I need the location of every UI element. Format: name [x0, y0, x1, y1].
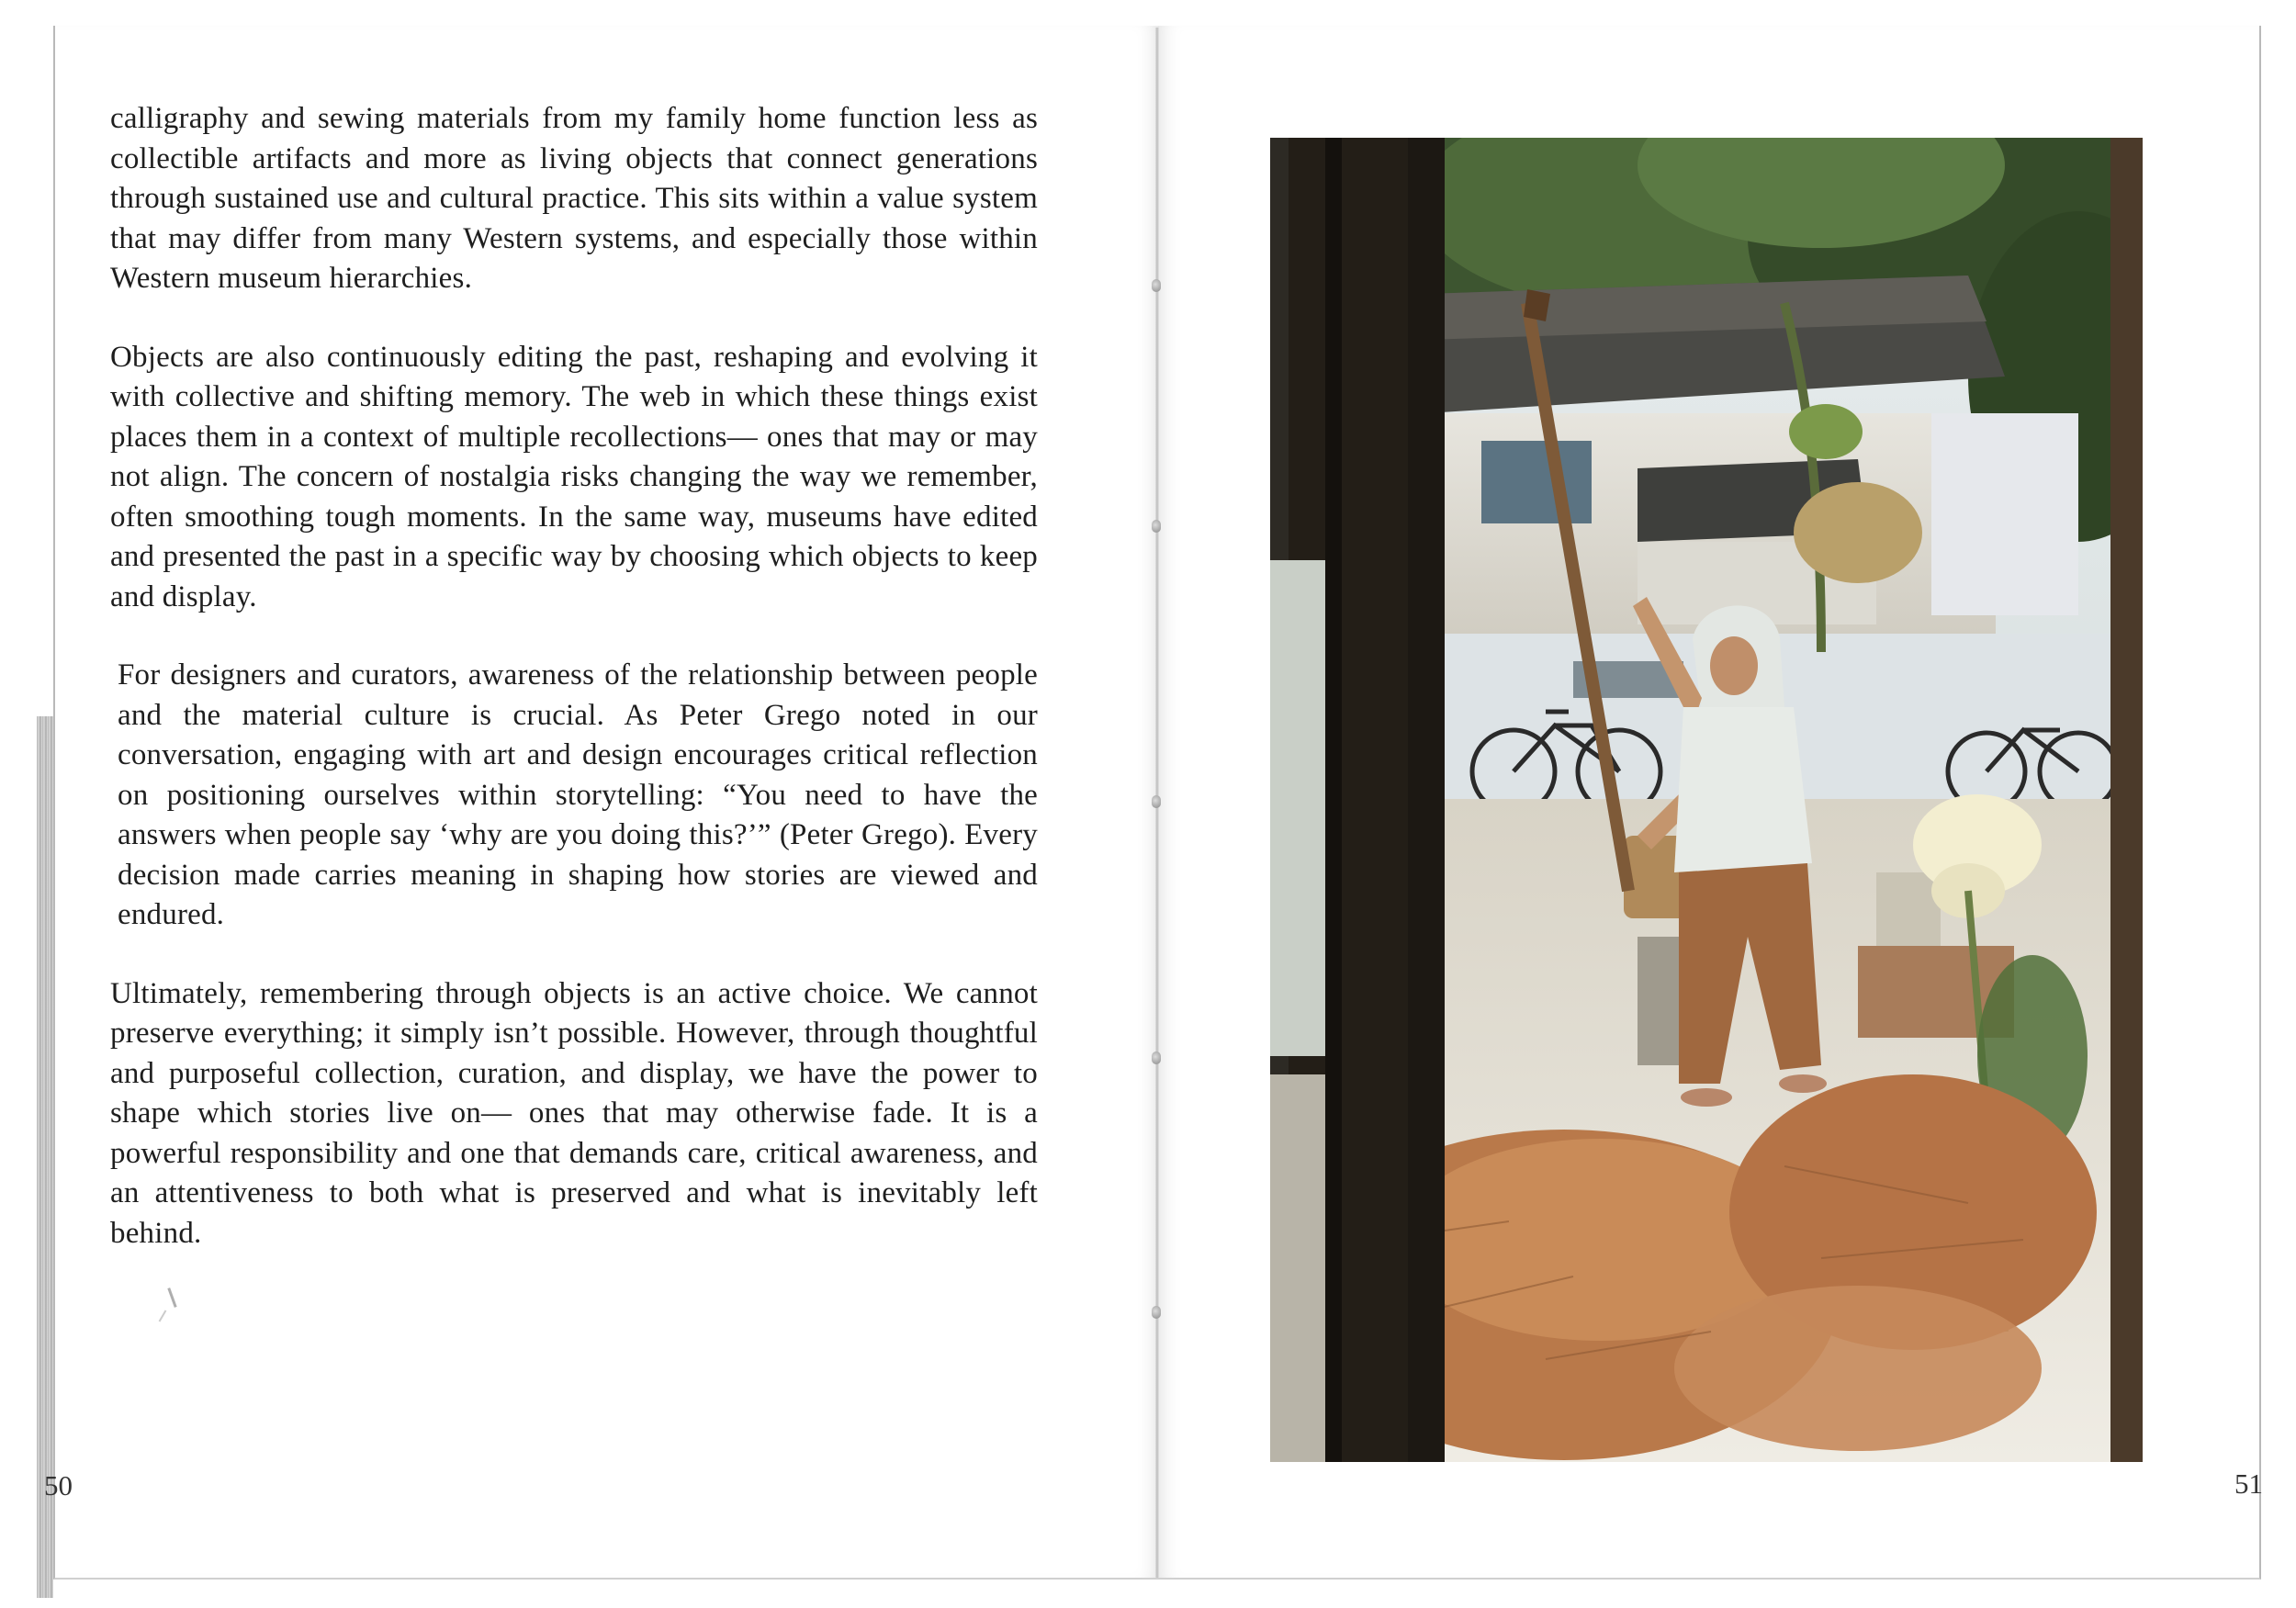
photo-illustration [1270, 138, 2143, 1462]
staple [1152, 1051, 1161, 1064]
page-stack-edge [37, 716, 53, 1598]
staple [1152, 279, 1161, 292]
paragraph: Ultimately, remembering through objects is an active choice. We cannot preserve everything; it simply isn’t possible. However, through thoughtful and purposeful collection, curation, and display, we have the power to shape which stories live on— ones that may otherwise fade. It is a powerful responsibility and one that demands care, critical awareness, and an attentiveness to both what is preserved and what is inevitably left behind. [110, 976, 1038, 1250]
courtyard-photograph [1270, 138, 2143, 1462]
paragraph: Objects are also continuously editing the past, reshaping and evolving it with collective and shifting memory. The web in which these things exist places them in a context of multiple recollections— ones that may or may not align. The concern of nostalgia risks changing the way we remember, often smoothing tough moments. In the same way, museums have edited and presented the past in a specific way by choosing which objects to keep and display. [110, 340, 1038, 613]
body-text [110, 99, 1038, 1292]
staple [1152, 1306, 1161, 1319]
staple [1152, 520, 1161, 533]
staple [1152, 795, 1161, 808]
paragraph: calligraphy and sewing materials from my family home function less as collectible artifacts and more as living objects that connect generations through sustained use and cultural practice. This sits within a value system that may differ from many Western systems, and especially those within Western museum hierarchies. [110, 102, 1038, 295]
page-number-right: 51 [2234, 1467, 2263, 1500]
paragraph: For designers and curators, awareness of the relationship between people and the material culture is crucial. As Peter Grego noted in our conversation, engaging with art and design encourages critical reflection on positioning ourselves within storytelling: “You need to have the answers when people say ‘why are you doing this?’” (Peter Grego). Every decision made carries meaning in shaping how stories are viewed and endured. [118, 658, 1038, 931]
page-number-left: 50 [44, 1469, 73, 1501]
